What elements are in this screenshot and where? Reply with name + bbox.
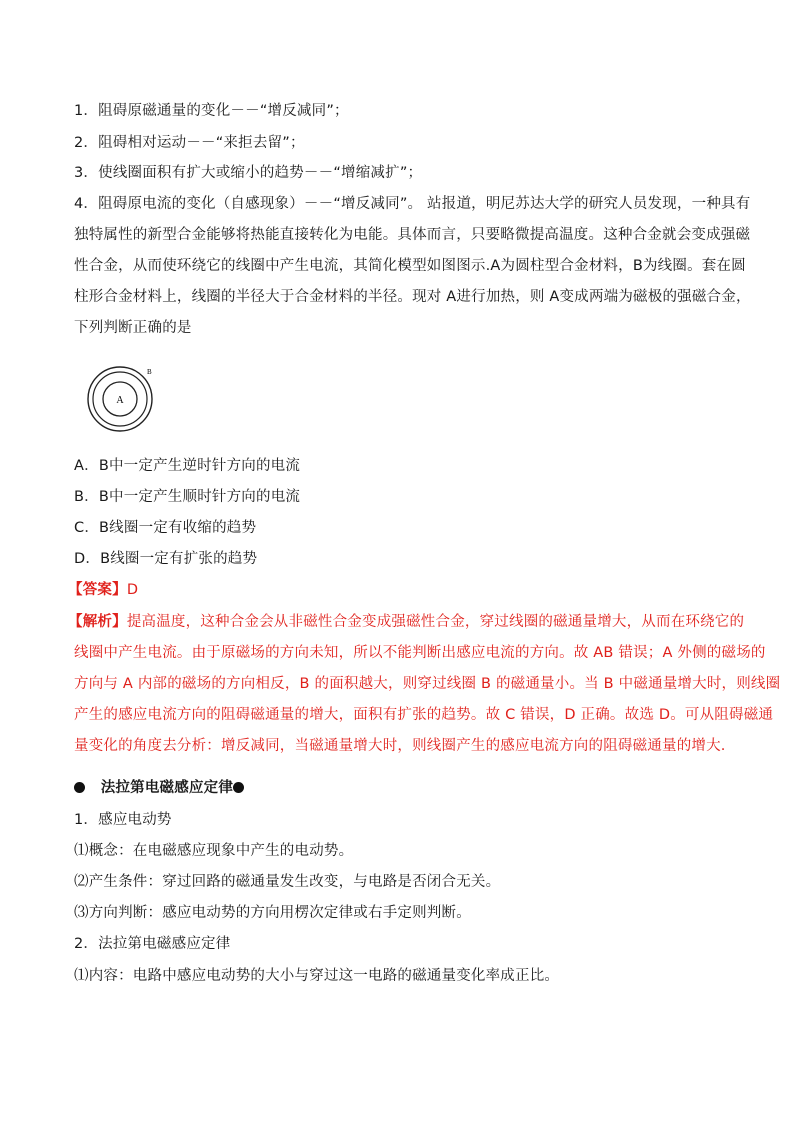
rule-4-line-3: 性合金，从而使环绕它的线圈中产生电流，其简化模型如图图示.A为圆柱型合金材料，B为线圈。套在圆 <box>74 258 746 274</box>
bullet-icon <box>233 782 244 793</box>
analysis-tag: 【解析】 <box>68 614 127 630</box>
law-item-1: ⑴概念：在电磁感应现象中产生的电动势。 <box>74 843 354 859</box>
section-heading <box>74 778 734 798</box>
law-heading-1: 1．感应电动势 <box>74 812 172 828</box>
bullet-icon <box>74 782 85 793</box>
answer-line <box>68 580 728 600</box>
law-item-4: ⑴内容：电路中感应电动势的大小与穿过这一电路的磁通量变化率成正比。 <box>74 968 560 984</box>
answer-value: D <box>126 582 139 598</box>
rule-4-line-2: 独特属性的新型合金能够将热能直接转化为电能。具体而言，只要略微提高温度。这种合金就会变成强磁 <box>74 227 751 243</box>
rule-2: 2．阻碍相对运动－－“来拒去留”； <box>74 135 305 151</box>
answer-tag: 【答案】 <box>68 582 127 598</box>
analysis-text-1: 提高温度，这种合金会从非磁性合金变成强磁性合金，穿过线圈的磁通量增大，从而在环绕它的 <box>126 614 745 630</box>
analysis-line-2: 线圈中产生电流。由于原磁场的方向未知，所以不能判断出感应电流的方向。故 AB 错误；A 外侧的磁场的 <box>74 645 766 661</box>
rule-3: 3．使线圈面积有扩大或缩小的趋势－－“增缩减扩”； <box>74 165 423 181</box>
option-d: D．B线圈一定有扩张的趋势 <box>74 551 258 567</box>
analysis-line-5: 量变化的角度去分析：增反减同，当磁通量增大时，则线圈产生的感应电流方向的阻碍磁通量的增大. <box>74 738 726 754</box>
label-b: B <box>147 368 152 376</box>
analysis-line-4: 产生的感应电流方向的阻碍磁通量的增大，面积有扩张的趋势。故 C 错误，D 正确。故选 D。可从阻碍磁通 <box>74 707 774 723</box>
coil-figure <box>82 364 162 434</box>
option-c: C．B线圈一定有收缩的趋势 <box>74 520 257 536</box>
rule-1: 1．阻碍原磁通量的变化－－“增反减同”； <box>74 103 349 119</box>
label-a: A <box>116 395 124 406</box>
option-a: A．B中一定产生逆时针方向的电流 <box>74 458 301 474</box>
rule-4-line-4: 柱形合金材料上，线圈的半径大于合金材料的半径。现对 A进行加热，则 A变成两端为磁极的强磁合金， <box>74 289 751 305</box>
law-heading-2: 2．法拉第电磁感应定律 <box>74 936 231 952</box>
rule-4-line-5: 下列判断正确的是 <box>74 320 192 336</box>
law-item-2: ⑵产生条件：穿过回路的磁通量发生改变，与电路是否闭合无关。 <box>74 874 501 890</box>
analysis-line-1 <box>68 612 745 632</box>
section-title: 法拉第电磁感应定律 <box>100 780 234 796</box>
law-item-3: ⑶方向判断：感应电动势的方向用楞次定律或右手定则判断。 <box>74 905 471 921</box>
option-b: B．B中一定产生顺时针方向的电流 <box>74 489 301 505</box>
analysis-line-3: 方向与 A 内部的磁场的方向相反，B 的面积越大，则穿过线圈 B 的磁通量小。当 B 中磁通量增大时，则线圈 <box>74 676 781 692</box>
rule-4-line-1: 4．阻碍原电流的变化（自感现象）－－“增反减同”。 站报道，明尼苏达大学的研究人员发现，一种具有 <box>74 196 751 212</box>
